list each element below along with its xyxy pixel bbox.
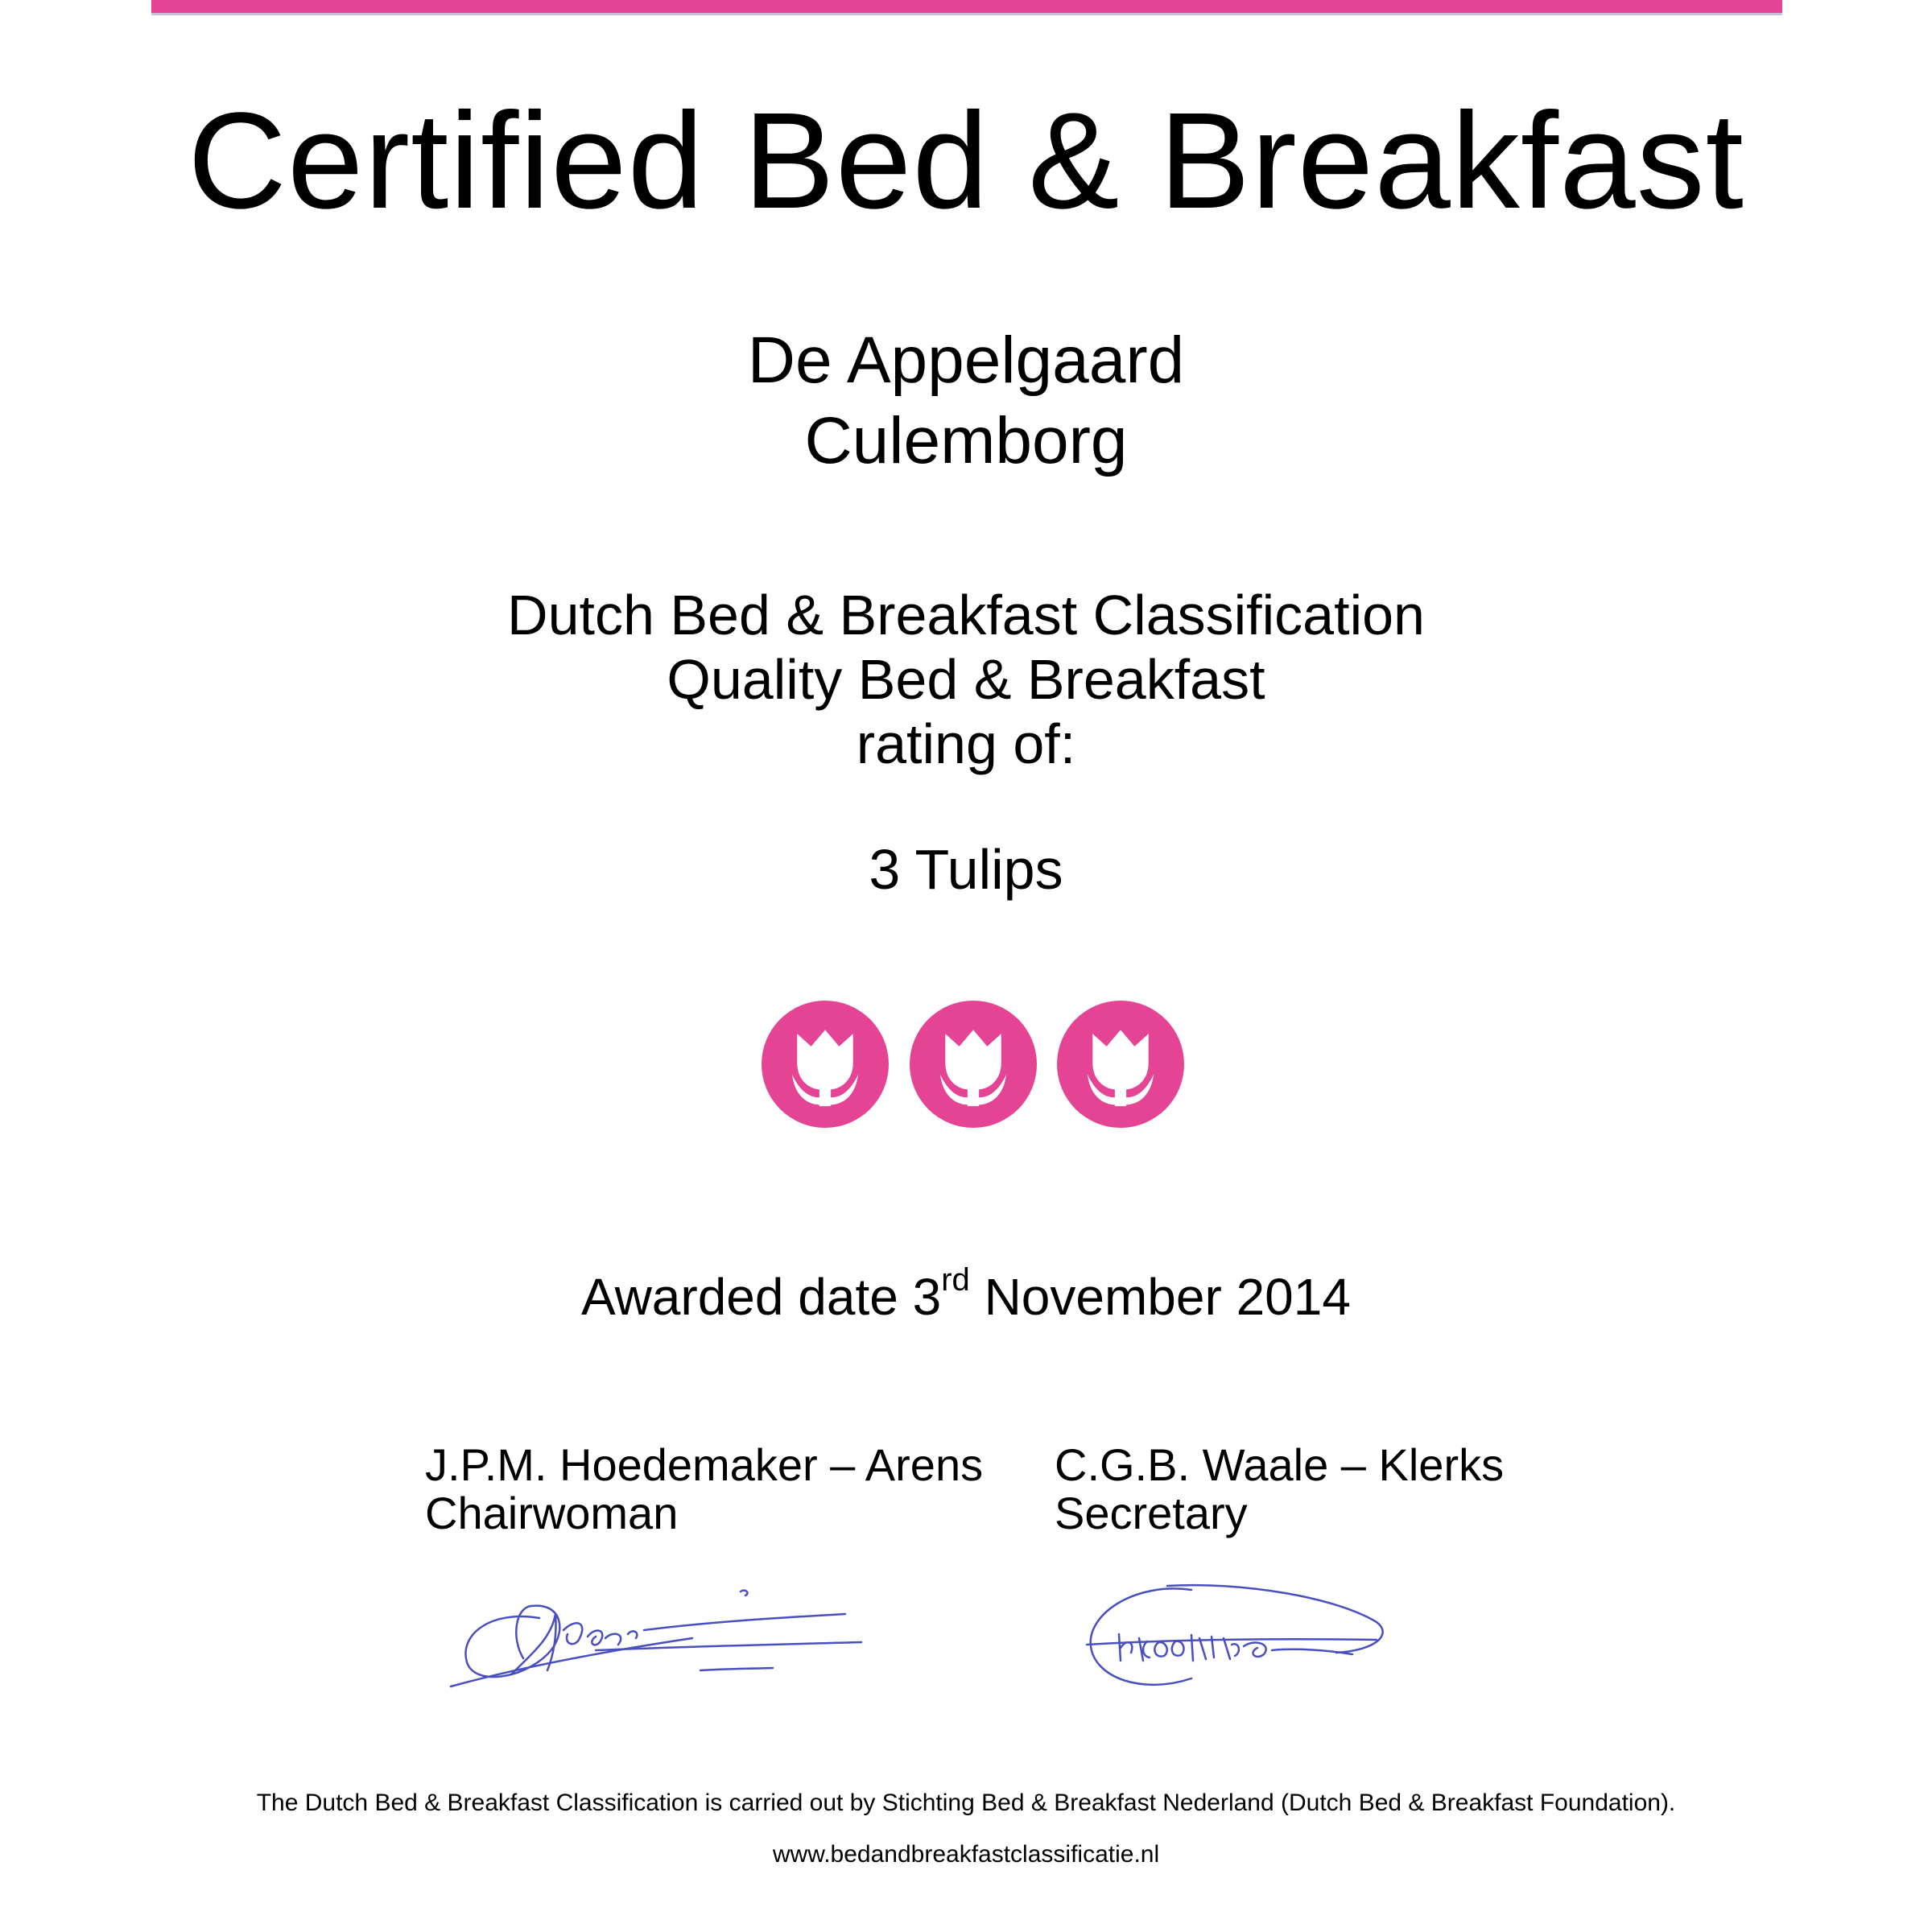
signatory-chair-role: Chairwoman <box>425 1488 679 1538</box>
chair-signature <box>435 1558 886 1703</box>
awarded-date-prefix: Awarded date 3 <box>581 1268 942 1326</box>
rating-text: 3 Tulips <box>869 838 1063 901</box>
tulip-rating <box>0 1001 1932 1128</box>
classification-line-3: rating of: <box>856 712 1076 775</box>
tulip-icon <box>1057 1001 1184 1128</box>
awarded-date <box>0 1261 1932 1333</box>
footer-note: The Dutch Bed & Breakfast Classification is carried out by Stichting Bed & Breakfast Nederland (Dutch Bed & Breakfast Foundation). <box>256 1790 1676 1816</box>
secretary-signature <box>1071 1558 1393 1703</box>
awarded-date-ordinal: rd <box>941 1262 970 1298</box>
top-accent-bar-edge <box>151 13 1782 15</box>
signatory-secretary-role: Secretary <box>1055 1488 1248 1538</box>
awarded-date-suffix: November 2014 <box>969 1268 1351 1326</box>
establishment-city: Culemborg <box>804 404 1128 477</box>
top-accent-bar <box>151 0 1782 13</box>
classification-line-1: Dutch Bed & Breakfast Classification <box>507 584 1425 646</box>
tulip-icon <box>762 1001 889 1128</box>
tulip-icon <box>910 1001 1037 1128</box>
footer-url: www.bedandbreakfastclassificatie.nl <box>772 1841 1160 1868</box>
certificate-title: Certified Bed & Breakfast <box>188 85 1744 237</box>
establishment-name: De Appelgaard <box>747 324 1185 397</box>
signatory-secretary-name: C.G.B. Waale – Klerks <box>1055 1439 1505 1490</box>
classification-line-2: Quality Bed & Breakfast <box>667 648 1265 711</box>
signatory-chair-name: J.P.M. Hoedemaker – Arens <box>425 1439 984 1490</box>
